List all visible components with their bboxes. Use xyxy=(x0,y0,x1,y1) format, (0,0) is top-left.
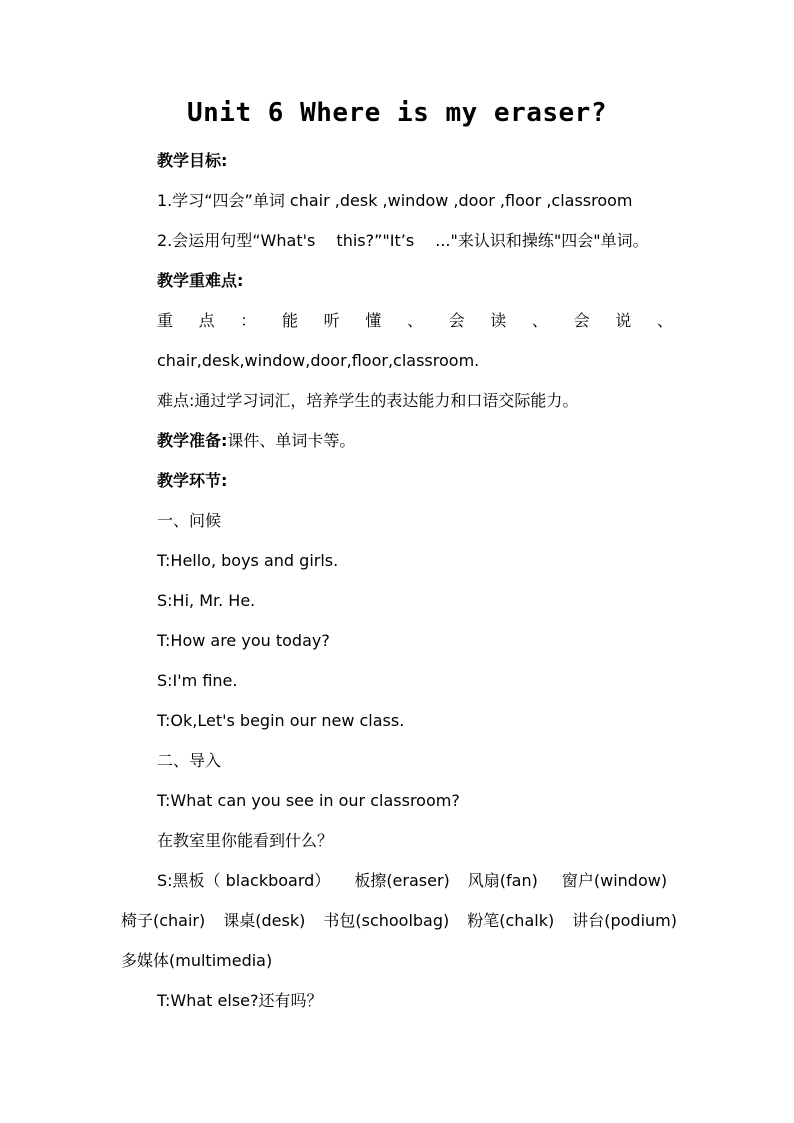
key-char: 会 xyxy=(448,311,465,330)
student-answer-line-3 xyxy=(121,950,272,972)
difficulty: 难点:通过学习词汇，培养学生的表达能力和口语交际能力。 xyxy=(157,391,579,410)
preparation-text: 课件、单词卡等。 xyxy=(227,431,356,450)
key-char: 能 xyxy=(281,311,298,330)
teacher-follow-up: T:What else?还有吗？ xyxy=(157,991,323,1010)
key-char: 重 xyxy=(157,311,174,330)
key-char: 听 xyxy=(323,311,340,330)
key-words: chair,desk,window,door,floor,classroom. xyxy=(157,351,480,370)
answer-item: 课桌(desk) xyxy=(223,911,306,930)
answer-item: 风扇(fan) xyxy=(467,871,538,890)
answer-item: 书包(schoolbag) xyxy=(323,911,450,930)
dialog-line: S:I'm fine. xyxy=(157,671,238,690)
key-char: 点 xyxy=(198,311,215,330)
key-char: 会 xyxy=(573,311,590,330)
answer-item: 粉笔(chalk) xyxy=(467,911,555,930)
key-char: 说 xyxy=(615,311,632,330)
key-char: 、 xyxy=(531,311,548,330)
dialog-line: S:Hi, Mr. He. xyxy=(157,591,256,610)
answer-item: 讲台(podium) xyxy=(572,911,677,930)
section-greeting-heading: 一、问候 xyxy=(157,511,222,530)
dialog-line: T:Hello, boys and girls. xyxy=(157,551,339,570)
key-char: 、 xyxy=(656,311,673,330)
procedure-heading: 教学环节: xyxy=(157,471,228,490)
objective-item-1: 1.学习“四会”单词 chair ,desk ,window ,door ,floor ,classroom xyxy=(157,191,633,210)
answer-item: 窗户(window) xyxy=(561,871,668,890)
student-answer-line-1 xyxy=(157,870,667,892)
objective-item-2: 2.会运用句型“What's this?”"It’s ..."来认识和操练"四会"单词。 xyxy=(157,231,649,250)
key-points-heading: 教学重难点: xyxy=(157,271,244,290)
key-char: 懂 xyxy=(365,311,382,330)
key-char: ： xyxy=(240,311,257,330)
document-title: Unit 6 Where is my eraser? xyxy=(187,98,607,128)
section-intro-heading: 二、导入 xyxy=(157,751,222,770)
preparation-line xyxy=(157,430,355,452)
dialog-line: T:How are you today? xyxy=(157,631,330,650)
key-char: 、 xyxy=(406,311,423,330)
objectives-heading: 教学目标: xyxy=(157,151,228,170)
answer-item: 板擦(eraser) xyxy=(354,871,450,890)
key-char: 读 xyxy=(490,311,507,330)
teacher-question-cn: 在教室里你能看到什么？ xyxy=(157,831,334,850)
answer-item: 多媒体(multimedia) xyxy=(121,951,273,970)
key-points-line xyxy=(157,310,673,332)
teacher-question: T:What can you see in our classroom? xyxy=(157,791,460,810)
student-answer-line-2 xyxy=(121,910,677,932)
preparation-label: 教学准备: xyxy=(157,431,228,450)
dialog-line: T:Ok,Let's begin our new class. xyxy=(157,711,405,730)
answer-item: 椅子(chair) xyxy=(121,911,206,930)
answer-item: S:黑板（ blackboard） xyxy=(157,871,331,890)
